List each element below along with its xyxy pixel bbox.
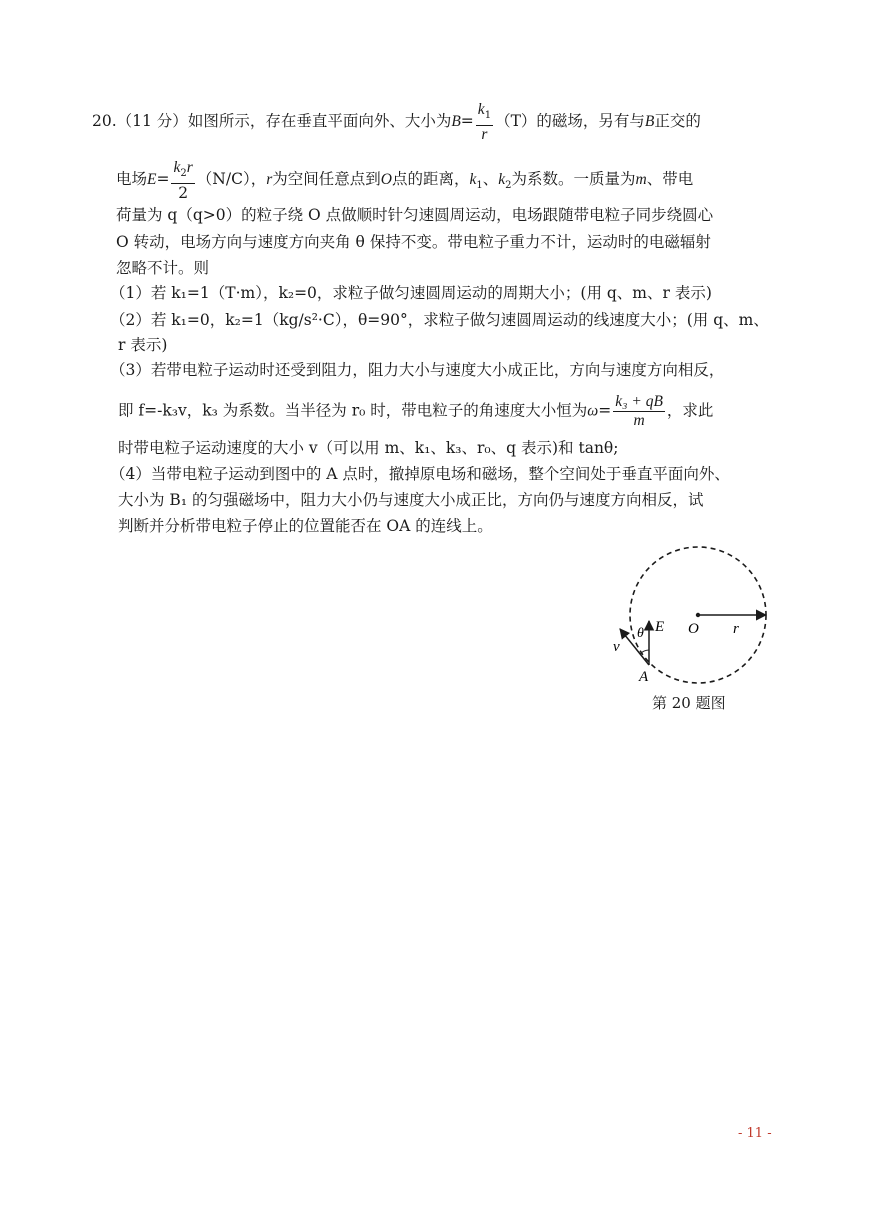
label-theta: θ [637,626,644,641]
subquestion-2b: r 表示) [118,336,168,354]
var-r: r [186,159,193,176]
equals: = [460,112,474,131]
page-number: - 11 - [738,1126,772,1141]
equals: = [156,170,170,189]
var-k: k [498,171,506,189]
var-k: k [173,159,181,176]
text: 电场 [116,170,148,189]
fraction-B [476,100,493,144]
problem-line-3: 荷量为 q（q>0）的粒子绕 O 点做顺时针匀速圆周运动，电场跟随带电粒子同步绕圆心 [116,206,714,224]
var-omega: ω [587,402,599,420]
var-m: m [635,171,647,189]
text: ，求此 [666,401,714,420]
fraction-omega [613,393,665,430]
text: 为系数。一质量为 [511,170,636,189]
label-r: r [733,621,739,637]
velocity-arrow [620,629,649,665]
text: 为空间任意点到 [272,170,381,189]
var-k: k [477,101,485,118]
omega-denominator: m [633,412,645,429]
omega-numerator: k₃ + qB [615,393,663,410]
subquestion-4b: 大小为 B₁ 的匀强磁场中，阻力大小仍与速度大小成正比，方向仍与速度方向相反，试 [118,491,704,509]
problem-line-2 [116,158,693,202]
text: 、 [482,170,499,189]
subquestion-4a: （4）当带电粒子运动到图中的 A 点时，撤掉原电场和磁场，整个空间处于垂直平面向外、 [110,465,730,483]
fraction-E [171,158,194,202]
subquestion-1: （1）若 k₁=1（T·m），k₂=0，求粒子做匀速圆周运动的周期大小；(用 q、m、r 表示) [110,284,712,302]
intro-text: 如图所示，存在垂直平面向外、大小为 [187,112,452,131]
subquestion-3a: （3）若带电粒子运动时还受到阻力，阻力大小与速度大小成正比，方向与速度方向相反， [110,361,725,379]
var-r: r [266,171,273,189]
var-r: r [481,126,488,144]
sub-1: 1 [484,110,492,122]
intro-text-b: 的磁场，另有与 [536,112,645,131]
problem-points: （11 分） [116,112,188,131]
problem-number: 20. [92,112,117,131]
equals: = [598,401,612,420]
subquestion-3b [118,393,713,430]
var-O: O [380,171,392,189]
intro-text-c: 正交的 [654,112,701,131]
sub: 2 [505,180,512,192]
sub-2: 2 [180,168,187,180]
unit-T: （T） [495,112,537,131]
text: 、带电 [646,170,694,189]
var-B-ref: B [644,113,655,131]
problem-line-1 [92,100,701,144]
label-E: E [655,619,665,635]
var-B: B [451,113,461,131]
var-E: E [147,171,157,189]
den-2: 2 [178,184,189,203]
text: 点的距离， [391,170,470,189]
unit-NC: （N/C）， [196,170,267,189]
subquestion-2a: （2）若 k₁=0，k₂=1（kg/s²·C），θ=90°，求粒子做匀速圆周运动的线速度大小；(用 q、m、 [110,311,769,329]
text: 即 f=-k₃v，k₃ 为系数。当半径为 r₀ 时，带电粒子的角速度大小恒为 [118,401,588,420]
label-v: v [613,639,620,655]
var-k: k [469,171,477,189]
label-O: O [688,621,699,637]
sub: 1 [476,180,483,192]
problem-line-5: 忽略不计。则 [116,259,210,277]
subquestion-4c: 判断并分析带电粒子停止的位置能否在 OA 的连线上。 [118,517,493,535]
subquestion-3c: 时带电粒子运动速度的大小 v（可以用 m、k₁、k₃、r₀、q 表示)和 tanθ; [118,439,619,457]
problem-line-4: O 转动，电场方向与速度方向夹角 θ 保持不变。带电粒子重力不计，运动时的电磁辐射 [116,233,711,251]
figure-caption: 第 20 题图 [652,694,726,712]
label-A: A [639,669,649,685]
